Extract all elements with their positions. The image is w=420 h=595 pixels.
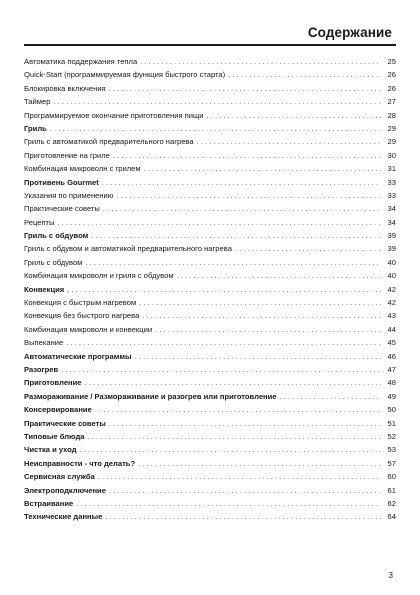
toc-entry[interactable]	[24, 283, 396, 296]
toc-entry-page: 28	[387, 110, 396, 120]
toc-entry[interactable]	[24, 95, 396, 108]
dot-leader	[67, 283, 381, 296]
table-of-contents	[24, 55, 396, 524]
toc-entry-label: Комбинация микроволн с грилем	[24, 164, 141, 174]
toc-entry-label: Комбинация микроволн и гриля с обдувом	[24, 271, 174, 281]
toc-entry[interactable]	[24, 109, 396, 122]
toc-entry-page: 49	[387, 391, 396, 401]
dot-leader	[135, 350, 381, 363]
dot-leader	[103, 202, 381, 215]
toc-entry-page: 42	[387, 298, 396, 308]
toc-entry[interactable]	[24, 149, 396, 162]
toc-entry[interactable]	[24, 269, 396, 282]
toc-entry-page: 50	[387, 405, 396, 415]
toc-entry-label: Гриль	[24, 123, 47, 133]
dot-leader	[85, 376, 381, 389]
dot-leader	[61, 363, 381, 376]
dot-leader	[155, 323, 381, 336]
toc-entry[interactable]	[24, 484, 396, 497]
toc-entry-page: 53	[387, 445, 396, 455]
toc-entry-page: 61	[387, 485, 396, 495]
dot-leader	[80, 443, 381, 456]
title-divider	[24, 44, 396, 46]
toc-entry-page: 40	[387, 271, 396, 281]
toc-entry-page: 26	[387, 70, 396, 80]
toc-entry-label: Неисправности - что делать?	[24, 458, 136, 468]
dot-leader	[177, 269, 381, 282]
toc-entry-page: 45	[387, 338, 396, 348]
toc-entry-label: Выпекание	[24, 338, 64, 348]
toc-entry[interactable]	[24, 256, 396, 269]
toc-entry[interactable]	[24, 323, 396, 336]
toc-entry-label: Технические данные	[24, 512, 103, 522]
toc-entry[interactable]	[24, 55, 396, 68]
dot-leader	[117, 189, 382, 202]
toc-entry[interactable]	[24, 135, 396, 148]
toc-entry-label: Приготовление на гриле	[24, 150, 110, 160]
dot-leader	[58, 216, 382, 229]
toc-entry-page: 48	[387, 378, 396, 388]
toc-entry[interactable]	[24, 390, 396, 403]
toc-entry[interactable]	[24, 457, 396, 470]
toc-entry[interactable]	[24, 216, 396, 229]
toc-entry-page: 39	[387, 244, 396, 254]
dot-leader	[76, 497, 381, 510]
toc-entry[interactable]	[24, 229, 396, 242]
dot-leader	[109, 484, 381, 497]
dot-leader	[95, 403, 381, 416]
dot-leader	[109, 417, 381, 430]
toc-entry-label: Электроподключение	[24, 485, 106, 495]
toc-entry-label: Указания по применению	[24, 190, 114, 200]
toc-entry-label: Типовые блюда	[24, 431, 85, 441]
toc-entry-page: 46	[387, 351, 396, 361]
toc-entry-label: Комбинация микроволн и конвекции	[24, 324, 153, 334]
toc-entry[interactable]	[24, 82, 396, 95]
toc-entry-label: Гриль с обдувом	[24, 257, 83, 267]
toc-entry-page: 43	[387, 311, 396, 321]
dot-leader	[98, 470, 381, 483]
toc-entry-label: Встраивание	[24, 498, 74, 508]
dot-leader	[228, 68, 381, 81]
toc-entry[interactable]	[24, 443, 396, 456]
toc-entry[interactable]	[24, 403, 396, 416]
dot-leader	[85, 256, 381, 269]
dot-leader	[207, 109, 381, 122]
toc-entry-page: 60	[387, 472, 396, 482]
toc-entry-page: 33	[387, 190, 396, 200]
toc-entry-page: 42	[387, 284, 396, 294]
page-title: Содержание	[307, 25, 392, 40]
toc-entry[interactable]	[24, 162, 396, 175]
dot-leader	[109, 82, 381, 95]
toc-entry-label: Практические советы	[24, 204, 100, 214]
dot-leader	[235, 242, 381, 255]
toc-entry[interactable]	[24, 350, 396, 363]
toc-entry[interactable]	[24, 68, 396, 81]
dot-leader	[142, 309, 381, 322]
toc-entry-page: 62	[387, 498, 396, 508]
toc-entry-page: 39	[387, 231, 396, 241]
dot-leader	[144, 162, 381, 175]
toc-entry-label: Разогрев	[24, 364, 59, 374]
toc-entry-label: Конвекция без быстрого нагрева	[24, 311, 140, 321]
dot-leader	[139, 296, 381, 309]
toc-entry[interactable]	[24, 202, 396, 215]
toc-entry[interactable]	[24, 417, 396, 430]
toc-entry-page: 57	[387, 458, 396, 468]
toc-entry-page: 26	[387, 83, 396, 93]
toc-entry[interactable]	[24, 510, 396, 523]
toc-entry-page: 64	[387, 512, 396, 522]
toc-entry-label: Чистка и уход	[24, 445, 77, 455]
dot-leader	[53, 95, 381, 108]
toc-entry-label: Таймер	[24, 97, 51, 107]
toc-entry-label: Конвекция с быстрым нагревом	[24, 298, 137, 308]
toc-entry[interactable]	[24, 176, 396, 189]
dot-leader	[87, 430, 381, 443]
toc-entry-label: Приготовление	[24, 378, 82, 388]
toc-entry-page: 34	[387, 204, 396, 214]
toc-entry[interactable]	[24, 336, 396, 349]
toc-entry[interactable]	[24, 189, 396, 202]
toc-entry-page: 47	[387, 364, 396, 374]
toc-entry[interactable]	[24, 296, 396, 309]
toc-entry-label: Блокировка включения	[24, 83, 106, 93]
toc-entry[interactable]	[24, 363, 396, 376]
toc-entry-page: 27	[387, 97, 396, 107]
toc-entry-page: 30	[387, 150, 396, 160]
dot-leader	[50, 122, 381, 135]
toc-entry-page: 34	[387, 217, 396, 227]
toc-entry-page: 40	[387, 257, 396, 267]
dot-leader	[105, 510, 381, 523]
toc-entry-label: Противень Gourmet	[24, 177, 99, 187]
toc-entry-label: Программируемое окончание приготовления пищи	[24, 110, 204, 120]
toc-entry-page: 25	[387, 57, 396, 66]
toc-entry[interactable]	[24, 242, 396, 255]
dot-leader	[138, 457, 381, 470]
dot-leader	[66, 336, 381, 349]
toc-entry-label: Гриль с обдувом	[24, 231, 89, 241]
toc-entry-label: Размораживание / Размораживание и разогрев или приготовление	[24, 391, 277, 401]
dot-leader	[140, 55, 381, 68]
toc-entry-label: Консервирование	[24, 405, 92, 415]
toc-entry-page: 33	[387, 177, 396, 187]
toc-entry[interactable]	[24, 376, 396, 389]
toc-entry[interactable]	[24, 470, 396, 483]
toc-entry-label: Рецепты	[24, 217, 55, 227]
toc-entry-page: 29	[387, 123, 396, 133]
toc-entry[interactable]	[24, 497, 396, 510]
toc-entry-label: Гриль с обдувом и автоматикой предварительного нагрева	[24, 244, 232, 254]
toc-entry-page: 31	[387, 164, 396, 174]
dot-leader	[91, 229, 381, 242]
toc-entry-page: 44	[387, 324, 396, 334]
toc-entry-label: Конвекция	[24, 284, 65, 294]
toc-entry-label: Quick-Start (программируемая функция быстрого старта)	[24, 70, 226, 80]
toc-entry-page: 29	[387, 137, 396, 147]
dot-leader	[280, 390, 381, 403]
page-number: 3	[388, 571, 393, 580]
toc-entry-label: Автоматика поддержания тепла	[24, 57, 138, 66]
toc-entry-page: 51	[387, 418, 396, 428]
toc-entry[interactable]	[24, 122, 396, 135]
dot-leader	[113, 149, 381, 162]
toc-entry-label: Сервисная служба	[24, 472, 95, 482]
toc-entry[interactable]	[24, 430, 396, 443]
toc-entry-label: Гриль с автоматикой предварительного нагрева	[24, 137, 194, 147]
dot-leader	[102, 176, 381, 189]
toc-entry-label: Практические советы	[24, 418, 106, 428]
toc-entry[interactable]	[24, 309, 396, 322]
dot-leader	[197, 135, 381, 148]
toc-entry-page: 52	[387, 431, 396, 441]
toc-entry-label: Автоматические программы	[24, 351, 132, 361]
